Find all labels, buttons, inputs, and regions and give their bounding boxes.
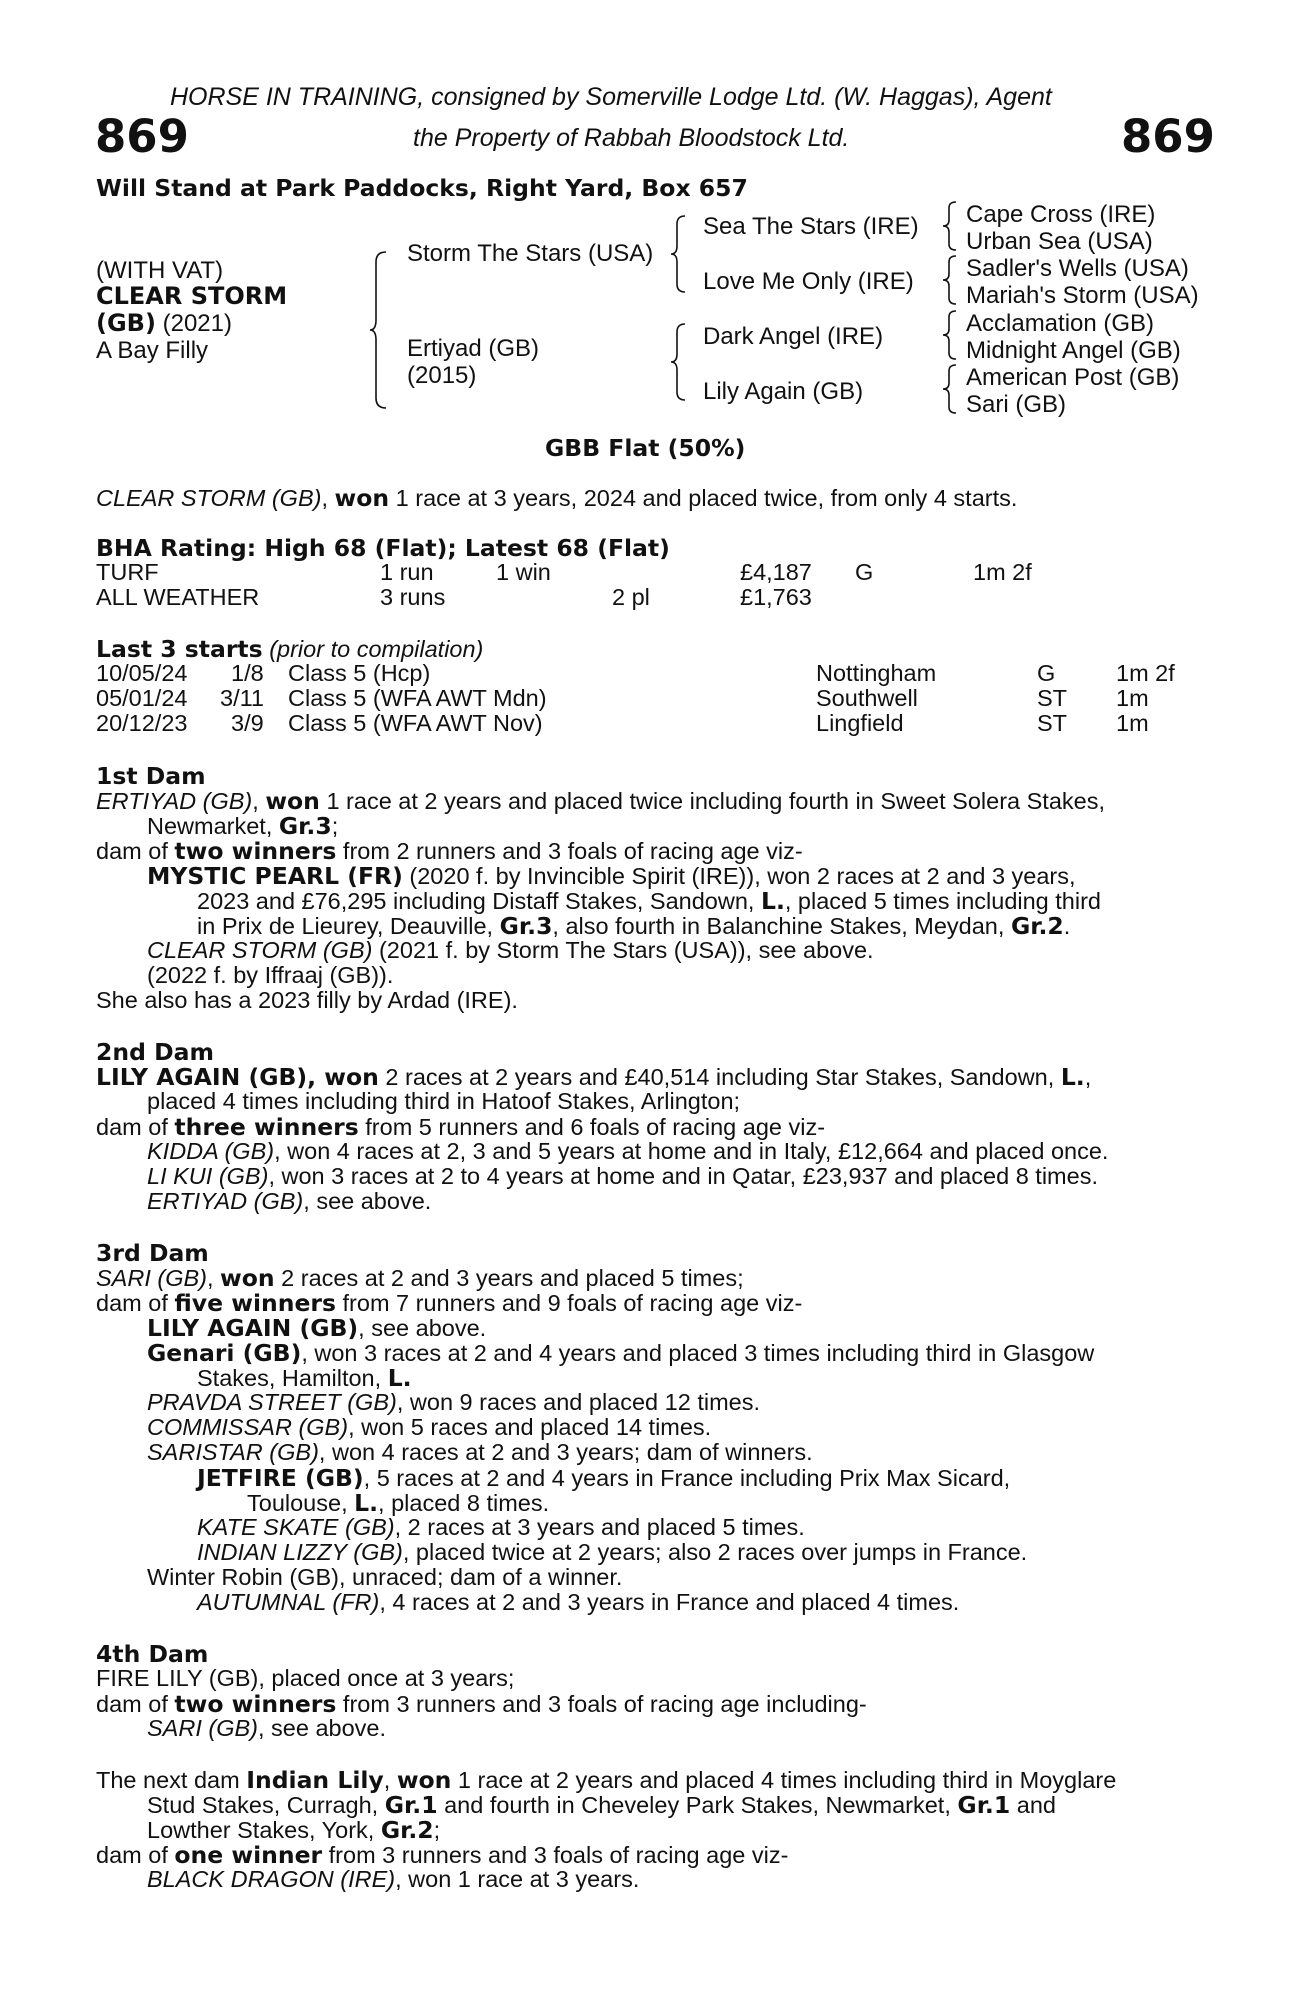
third-dam-line: KATE SKATE (GB), 2 races at 3 years and placed 5 times. xyxy=(197,1514,805,1540)
fourth-dam-heading: 4th Dam xyxy=(96,1640,209,1668)
property-line: the Property of Rabbah Bloodstock Ltd. xyxy=(413,124,850,152)
second-dam-line: LI KUI (GB), won 3 races at 2 to 4 years at home and in Qatar, £23,937 and placed 8 times. xyxy=(147,1163,1098,1189)
start-date: 05/01/24 xyxy=(96,685,188,711)
last-starts-heading xyxy=(96,635,483,663)
first-dam-line: She also has a 2023 filly by Ardad (IRE). xyxy=(96,987,518,1013)
horse-name-line2 xyxy=(96,310,232,337)
start-pos: 3/11 xyxy=(220,685,264,711)
pedigree-brace-ds xyxy=(940,309,960,361)
first-dam-line: dam of two winners from 2 runners and 3 foals of racing age viz- xyxy=(96,837,803,865)
start-pos: 1/8 xyxy=(231,660,264,686)
third-dam-line: dam of five winners from 7 runners and 9 foals of racing age viz- xyxy=(96,1289,803,1317)
next-dam-line: BLACK DRAGON (IRE), won 1 race at 3 years. xyxy=(147,1866,640,1892)
start-course: Southwell xyxy=(816,685,918,711)
fourth-dam-line: dam of two winners from 3 runners and 3 foals of racing age including- xyxy=(96,1690,867,1718)
fourth-dam-line: SARI (GB), see above. xyxy=(147,1715,387,1741)
start-course: Lingfield xyxy=(816,710,904,736)
pedigree-brace-dd xyxy=(940,363,960,415)
rating-placed-aw: 2 pl xyxy=(612,584,650,610)
rating-going-turf: G xyxy=(855,559,874,585)
next-dam-line: The next dam Indian Lily, won 1 race at 2 years and placed 4 times including third in Moyglare xyxy=(96,1766,1117,1794)
rating-runs-aw: 3 runs xyxy=(380,584,446,610)
horse-description: A Bay Filly xyxy=(96,337,209,364)
start-dist: 1m 2f xyxy=(1116,660,1175,686)
third-dam-line: JETFIRE (GB), 5 races at 2 and 4 years in France including Prix Max Sicard, xyxy=(197,1464,1011,1492)
lot-number-right: 869 xyxy=(1121,110,1215,163)
pedigree-sd: Love Me Only (IRE) xyxy=(703,268,914,295)
first-dam-line: in Prix de Lieurey, Deauville, Gr.3, also fourth in Balanchine Stakes, Meydan, Gr.2. xyxy=(197,912,1071,940)
pedigree-brace-dam xyxy=(669,322,689,402)
pedigree-ssd: Urban Sea (USA) xyxy=(966,228,1153,255)
summary-name: CLEAR STORM (GB) xyxy=(96,485,322,511)
third-dam-line: LILY AGAIN (GB), see above. xyxy=(147,1314,487,1342)
start-dist: 1m xyxy=(1116,685,1149,711)
start-going: G xyxy=(1037,660,1056,686)
fourth-dam-line: FIRE LILY (GB), placed once at 3 years; xyxy=(96,1665,515,1691)
horse-name: CLEAR STORM xyxy=(96,282,288,310)
pedigree-ss: Sea The Stars (IRE) xyxy=(703,213,919,240)
third-dam-line: COMMISSAR (GB), won 5 races and placed 14 times. xyxy=(147,1414,712,1440)
third-dam-heading: 3rd Dam xyxy=(96,1239,209,1267)
first-dam-line: ERTIYAD (GB), won 1 race at 2 years and placed twice including fourth in Sweet Solera Stakes, xyxy=(96,787,1106,815)
pedigree-ddd: Sari (GB) xyxy=(966,391,1067,418)
rating-runs-turf: 1 run xyxy=(380,559,434,585)
race-summary: CLEAR STORM (GB), won 1 race at 3 years, 2024 and placed twice, from only 4 starts. xyxy=(96,484,1018,512)
rating-surface-turf: TURF xyxy=(96,559,159,585)
third-dam-line: PRAVDA STREET (GB), won 9 races and placed 12 times. xyxy=(147,1389,760,1415)
second-dam-line: LILY AGAIN (GB), won 2 races at 2 years and £40,514 including Star Stakes, Sandown, L., xyxy=(96,1063,1092,1091)
next-dam-line: dam of one winner from 3 runners and 3 foals of racing age viz- xyxy=(96,1841,789,1869)
horse-year: (2021) xyxy=(155,310,232,337)
third-dam-line: Toulouse, L., placed 8 times. xyxy=(247,1489,550,1517)
third-dam-line: Genari (GB), won 3 races at 2 and 4 years and placed 3 times including third in Glasgow xyxy=(147,1339,1095,1367)
start-going: ST xyxy=(1037,710,1068,736)
third-dam-line: INDIAN LIZZY (GB), placed twice at 2 years; also 2 races over jumps in France. xyxy=(197,1539,1028,1565)
start-pos: 3/9 xyxy=(231,710,264,736)
next-dam-line: Stud Stakes, Curragh, Gr.1 and fourth in Cheveley Park Stakes, Newmarket, Gr.1 and xyxy=(147,1791,1056,1819)
start-race: Class 5 (WFA AWT Mdn) xyxy=(288,685,547,711)
pedigree-dss: Acclamation (GB) xyxy=(966,310,1155,337)
pedigree-brace-ss xyxy=(940,200,960,252)
lot-number-left: 869 xyxy=(95,110,189,163)
second-dam-line: KIDDA (GB), won 4 races at 2, 3 and 5 years at home and in Italy, £12,664 and placed once. xyxy=(147,1138,1109,1164)
rating-prize-turf: £4,187 xyxy=(740,559,812,585)
first-dam-line: Newmarket, Gr.3; xyxy=(147,812,339,840)
vat-note: (WITH VAT) xyxy=(96,257,224,284)
third-dam-line: Stakes, Hamilton, L. xyxy=(197,1364,412,1392)
first-dam-line: 2023 and £76,295 including Distaff Stakes, Sandown, L., placed 5 times including third xyxy=(197,887,1101,915)
start-dist: 1m xyxy=(1116,710,1149,736)
rating-prize-aw: £1,763 xyxy=(740,584,812,610)
pedigree-brace-sd xyxy=(940,254,960,306)
third-dam-line: Winter Robin (GB), unraced; dam of a winner. xyxy=(147,1564,623,1590)
pedigree-dsd: Midnight Angel (GB) xyxy=(966,337,1181,364)
start-date: 10/05/24 xyxy=(96,660,188,686)
rating-surface-aw: ALL WEATHER xyxy=(96,584,260,610)
second-dam-line: ERTIYAD (GB), see above. xyxy=(147,1188,432,1214)
start-race: Class 5 (WFA AWT Nov) xyxy=(288,710,543,736)
pedigree-brace-sire xyxy=(669,214,689,294)
horse-country: (GB) xyxy=(96,309,156,337)
last-starts-note: (prior to compilation) xyxy=(262,636,484,662)
summary-text: 1 race at 3 years, 2024 and placed twice, from only 4 starts. xyxy=(389,485,1018,511)
third-dam-line: SARI (GB), won 2 races at 2 and 3 years and placed 5 times; xyxy=(96,1264,744,1292)
pedigree-brace-main xyxy=(368,250,392,410)
second-dam-line: placed 4 times including third in Hatoof Stakes, Arlington; xyxy=(147,1088,741,1114)
pedigree-sds: Sadler's Wells (USA) xyxy=(966,255,1189,282)
start-course: Nottingham xyxy=(816,660,937,686)
rating-wins-turf: 1 win xyxy=(496,559,551,585)
first-dam-heading: 1st Dam xyxy=(96,762,206,790)
rating-dist-turf: 1m 2f xyxy=(973,559,1032,585)
summary-won: won xyxy=(334,484,390,512)
pedigree-dam-year: (2015) xyxy=(407,362,477,389)
third-dam-line: AUTUMNAL (FR), 4 races at 2 and 3 years in France and placed 4 times. xyxy=(197,1589,960,1615)
pedigree-sss: Cape Cross (IRE) xyxy=(966,201,1156,228)
pedigree-dds: American Post (GB) xyxy=(966,364,1180,391)
pedigree-ds: Dark Angel (IRE) xyxy=(703,323,884,350)
start-going: ST xyxy=(1037,685,1068,711)
pedigree-sdd: Mariah's Storm (USA) xyxy=(966,282,1199,309)
start-date: 20/12/23 xyxy=(96,710,188,736)
first-dam-line: MYSTIC PEARL (FR) (2020 f. by Invincible Spirit (IRE)), won 2 races at 2 and 3 years, xyxy=(147,862,1076,890)
stand-location: Will Stand at Park Paddocks, Right Yard, Box 657 xyxy=(96,174,748,202)
bha-rating-heading: BHA Rating: High 68 (Flat); Latest 68 (Flat) xyxy=(96,534,670,562)
second-dam-heading: 2nd Dam xyxy=(96,1038,214,1066)
start-race: Class 5 (Hcp) xyxy=(288,660,431,686)
pedigree-sire: Storm The Stars (USA) xyxy=(407,240,654,267)
consignor-line: HORSE IN TRAINING, consigned by Somerville Lodge Ltd. (W. Haggas), Agent xyxy=(170,83,1052,111)
gbb-flat: GBB Flat (50%) xyxy=(545,434,746,462)
third-dam-line: SARISTAR (GB), won 4 races at 2 and 3 years; dam of winners. xyxy=(147,1439,813,1465)
next-dam-line: Lowther Stakes, York, Gr.2; xyxy=(147,1816,441,1844)
first-dam-line: (2022 f. by Iffraaj (GB)). xyxy=(147,962,394,988)
first-dam-line: CLEAR STORM (GB) (2021 f. by Storm The Stars (USA)), see above. xyxy=(147,937,874,963)
last-starts-title: Last 3 starts xyxy=(96,635,263,663)
second-dam-line: dam of three winners from 5 runners and 6 foals of racing age viz- xyxy=(96,1113,826,1141)
pedigree-dam: Ertiyad (GB) xyxy=(407,335,540,362)
pedigree-dd: Lily Again (GB) xyxy=(703,378,864,405)
